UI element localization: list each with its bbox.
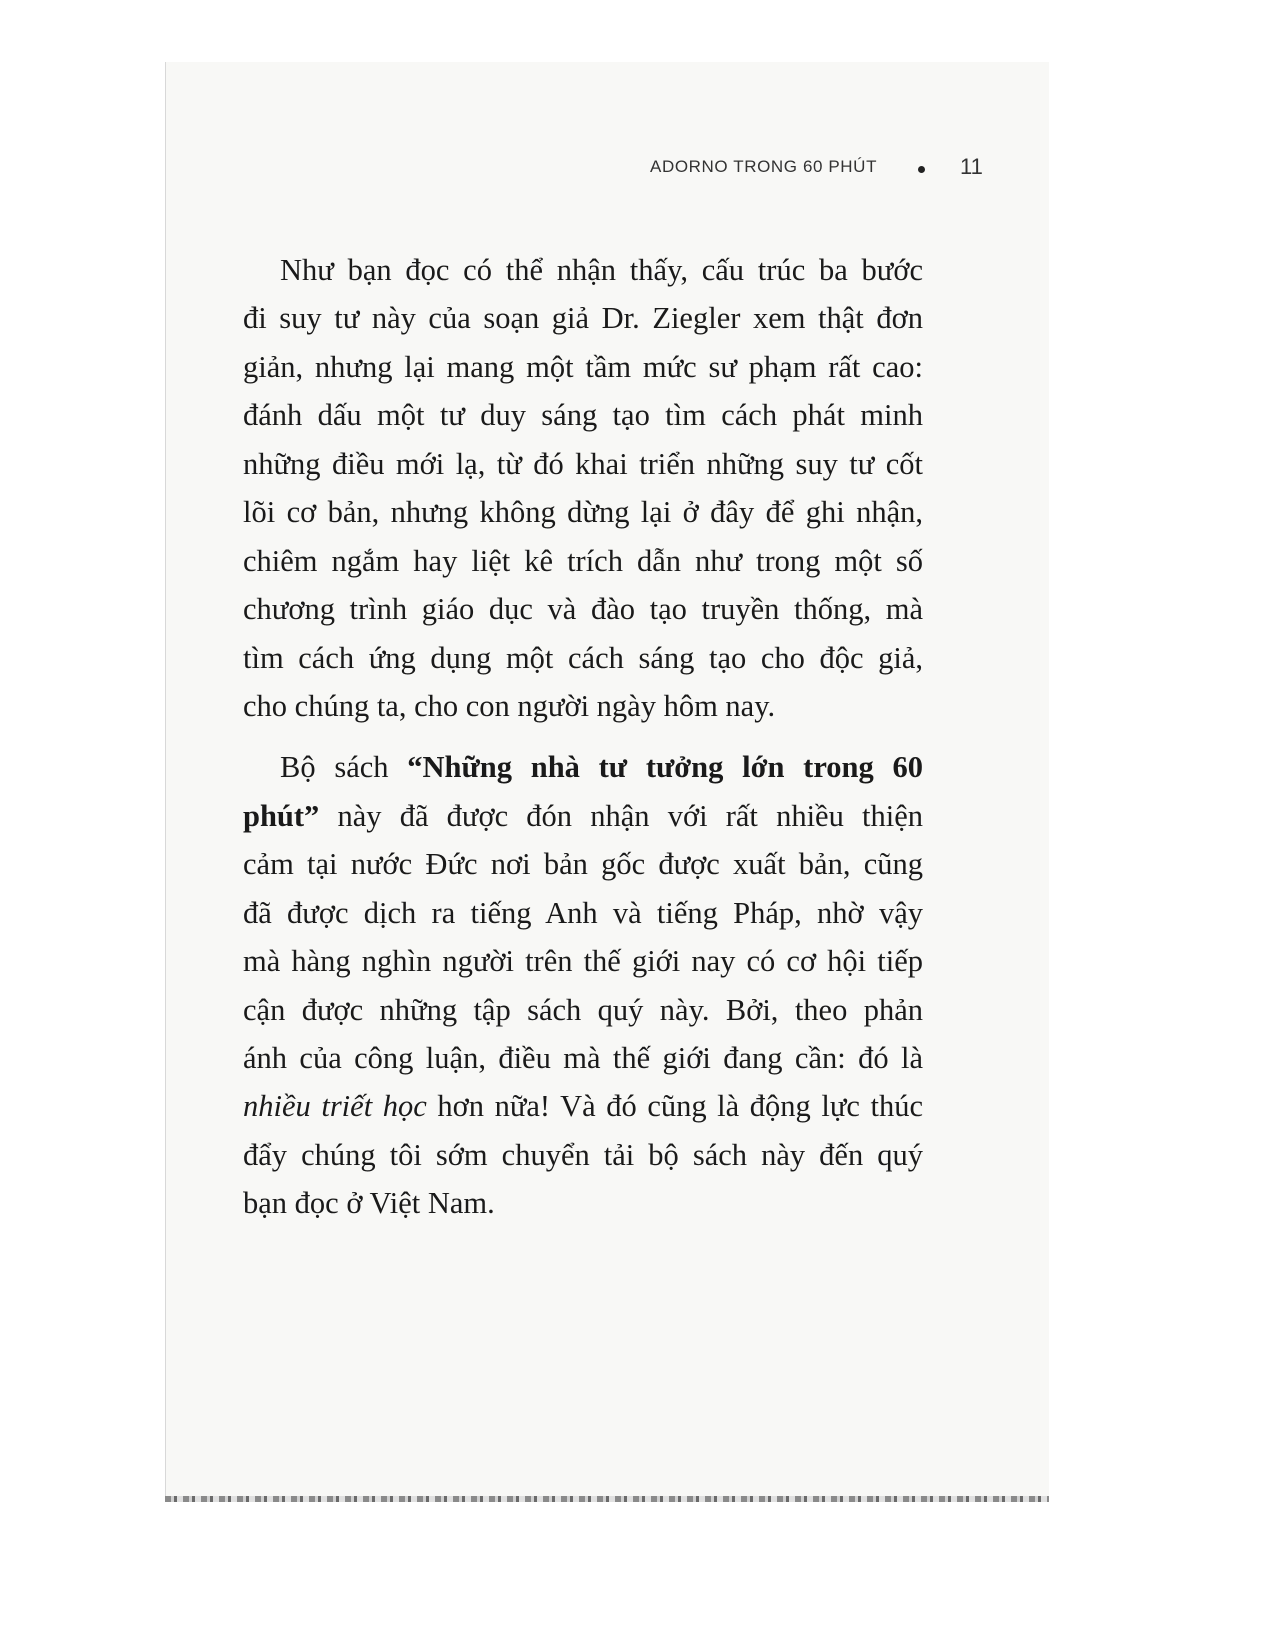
text-segment: đã được dịch ra tiếng Anh và tiếng Pháp, nhờ vậy <box>243 895 923 930</box>
text-line <box>243 889 923 937</box>
text-line <box>243 488 923 536</box>
text-line <box>243 1131 923 1179</box>
text-segment: Như bạn đọc có thể nhận thấy, cấu trúc ba bước <box>280 253 923 287</box>
page-bottom-edge <box>165 1496 1049 1502</box>
paragraph-gap <box>243 730 923 743</box>
italic-text: nhiều triết học <box>243 1089 427 1124</box>
text-segment: lõi cơ bản, nhưng không dừng lại ở đây để ghi nhận, <box>243 495 923 530</box>
text-segment: đẩy chúng tôi sớm chuyển tải bộ sách này đến quý <box>243 1137 923 1172</box>
text-segment: Bộ sách <box>280 750 408 785</box>
text-line <box>243 391 923 439</box>
text-segment: cận được những tập sách quý này. Bởi, theo phản <box>243 992 923 1027</box>
text-segment: giản, nhưng lại mang một tầm mức sư phạm rất cao: <box>243 349 923 384</box>
text-line <box>243 537 923 585</box>
text-line <box>243 682 923 730</box>
paragraph <box>243 743 923 1227</box>
running-head <box>600 154 990 184</box>
bold-text: “Những nhà tư tưởng lớn trong 60 <box>407 750 923 785</box>
text-line <box>243 440 923 488</box>
text-line <box>243 634 923 682</box>
text-segment: hơn nữa! Và đó cũng là động lực thúc <box>426 1089 923 1124</box>
text-line <box>243 246 923 294</box>
text-segment: đi suy tư này của soạn giả Dr. Ziegler xem thật đơn <box>243 301 923 336</box>
bullet-separator-icon <box>918 166 925 173</box>
text-line <box>243 986 923 1034</box>
text-segment: cho chúng ta, cho con người ngày hôm nay. <box>243 688 776 723</box>
text-line <box>243 743 923 791</box>
page-number: 11 <box>960 154 983 179</box>
text-segment: những điều mới lạ, từ đó khai triển những suy tư cốt <box>243 446 923 481</box>
text-segment: ánh của công luận, điều mà thế giới đang cần: đó là <box>243 1041 923 1075</box>
text-line <box>243 840 923 888</box>
text-line <box>243 937 923 985</box>
text-line <box>243 1082 923 1130</box>
text-segment: chương trình giáo dục và đào tạo truyền thống, mà <box>243 592 923 627</box>
text-segment: này đã được đón nhận với rất nhiều thiện <box>319 798 923 833</box>
text-segment: mà hàng nghìn người trên thế giới nay có cơ hội tiếp <box>243 944 923 979</box>
text-segment: chiêm ngắm hay liệt kê trích dẫn như trong một số <box>243 543 923 578</box>
text-line <box>243 343 923 391</box>
text-line <box>243 792 923 840</box>
text-segment: đánh dấu một tư duy sáng tạo tìm cách phát minh <box>243 398 923 433</box>
body-text <box>243 246 923 1228</box>
text-segment: bạn đọc ở Việt Nam. <box>243 1186 495 1221</box>
text-line <box>243 294 923 342</box>
text-line <box>243 1179 923 1227</box>
text-segment: cảm tại nước Đức nơi bản gốc được xuất bản, cũng <box>243 847 923 882</box>
running-head-title: ADORNO TRONG 60 PHÚT <box>650 157 878 176</box>
text-line <box>243 585 923 633</box>
text-line <box>243 1034 923 1082</box>
text-segment: tìm cách ứng dụng một cách sáng tạo cho độc giả, <box>243 640 923 675</box>
paragraph <box>243 246 923 730</box>
bold-text: phút” <box>243 798 320 833</box>
